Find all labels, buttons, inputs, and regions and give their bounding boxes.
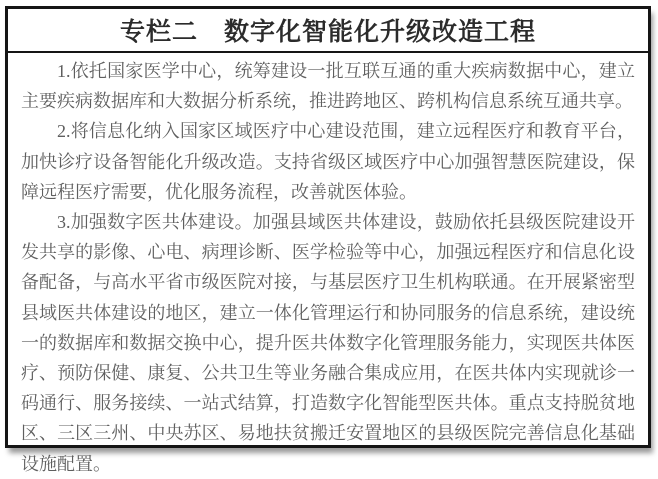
column-box-panel: [5, 6, 651, 474]
body-paragraph-3: 3.加强数字医共体建设。加强县域医共体建设，鼓励依托县级医院建设开发共享的影像、心电、病理诊断、医学检验等中心，加强远程医疗和信息化设备配备，与高水平省市级医院对接，与基层医疗卫生机构联通。在开展紧密型县域医共体建设的地区，建立一体化管理运行和协同服务的信息系统，建设统一的数据库和数据交换中心，提升医共体数字化管理服务能力，实现医共体医疗、预防保健、康复、公共卫生等业务融合集成应用，在医共体内实现就诊一码通行、服务接续、一站式结算，打造数字化智能型医共体。重点支持脱贫地区、三区三州、中央苏区、易地扶贫搬迁安置地区的县级医院完善信息化基础设施配置。: [21, 212, 635, 474]
body-paragraph-2: 2.将信息化纳入国家区域医疗中心建设范围，建立远程医疗和教育平台，加快诊疗设备智能化升级改造。支持省级区域医疗中心加强智慧医院建设，保障远程医疗需要，优化服务流程，改善就医体验。: [21, 121, 635, 202]
panel-title: 专栏二 数字化智能化升级改造工程: [8, 9, 648, 53]
panel-body: [8, 53, 648, 479]
body-paragraph-1: 1.依托国家医学中心，统筹建设一批互联互通的重大疾病数据中心，建立主要疾病数据库和大数据分析系统，推进跨地区、跨机构信息系统互通共享。: [21, 61, 635, 112]
